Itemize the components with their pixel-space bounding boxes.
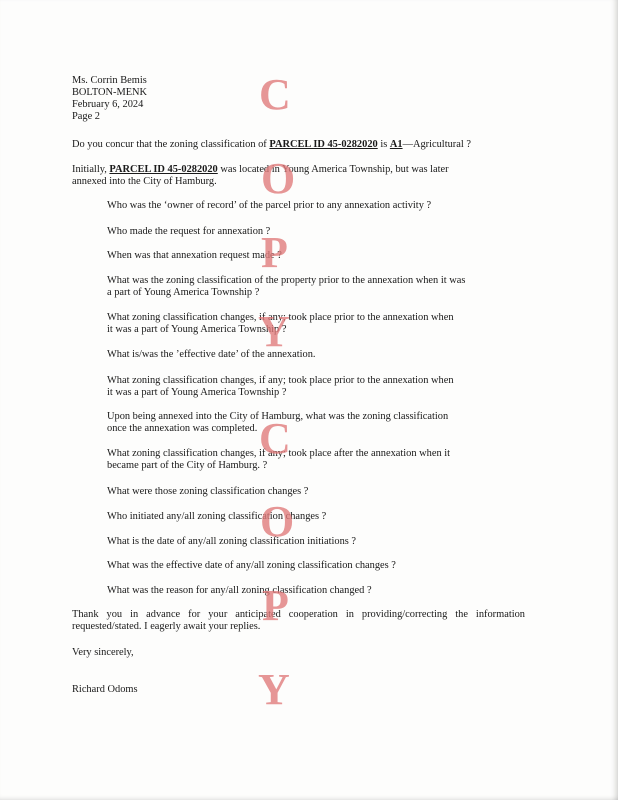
question-item-cont: it was a part of Young America Township ? <box>107 387 287 398</box>
intro-paragraph-text: was located in Young America Township, but was later <box>217 164 449 175</box>
letter-date: February 6, 2024 <box>72 99 144 110</box>
question-item-cont: became part of the City of Hamburg. ? <box>107 460 268 471</box>
recipient-name: Ms. Corrin Bemis <box>72 75 147 86</box>
question-item-cont: a part of Young America Township ? <box>107 287 260 298</box>
page-number: Page 2 <box>72 111 100 122</box>
watermark-letter: C <box>259 414 291 463</box>
question-item: Who made the request for annexation ? <box>107 226 271 237</box>
question-item: What was the reason for any/all zoning classification changed ? <box>107 585 372 596</box>
intro-question <box>72 139 471 151</box>
question-item: What was the effective date of any/all zoning classification changes ? <box>107 560 396 571</box>
intro-paragraph-line1 <box>72 164 449 176</box>
question-item: What is/was the ’effective date’ of the annexation. <box>107 349 316 360</box>
question-item-cont: it was a part of Young America Township ? <box>107 324 287 335</box>
intro-question-text: —Agricultural ? <box>402 139 471 150</box>
watermark-letter: O <box>261 154 296 203</box>
question-item-cont: once the annexation was completed. <box>107 423 258 434</box>
question-item: Who was the ‘owner of record’ of the parcel prior to any annexation activity ? <box>107 200 432 211</box>
watermark-letter: P <box>261 228 288 277</box>
question-item: What zoning classification changes, if any; took place prior to the annexation when <box>107 375 454 386</box>
parcel-id: PARCEL ID 45-0282020 <box>269 139 378 150</box>
question-item: What is the date of any/all zoning classification initiations ? <box>107 536 357 547</box>
salutation: Very sincerely, <box>72 647 134 658</box>
question-item: What was the zoning classification of the property prior to the annexation when it was <box>107 275 466 286</box>
question-item: Who initiated any/all zoning classification changes ? <box>107 511 327 522</box>
intro-question-text: is <box>377 139 390 150</box>
question-item: When was that annexation request made ? <box>107 250 282 261</box>
watermark-letter: P <box>262 581 289 630</box>
recipient-company: BOLTON-MENK <box>72 87 148 98</box>
question-item: Upon being annexed into the City of Hamburg, what was the zoning classification <box>107 411 449 422</box>
watermark-letter: Y <box>258 665 290 714</box>
question-item: What were those zoning classification changes ? <box>107 486 309 497</box>
intro-paragraph-line2: annexed into the City of Hamburg. <box>72 176 217 187</box>
watermark-letter: Y <box>258 307 290 356</box>
intro-question-text: Do you concur that the zoning classification of <box>72 139 270 150</box>
watermark-letter: O <box>260 497 295 546</box>
intro-paragraph-text: Initially, <box>72 164 110 175</box>
question-item: What zoning classification changes, if any; took place prior to the annexation when <box>107 312 454 323</box>
question-item: What zoning classification changes, if any; took place after the annexation when it <box>107 448 451 459</box>
watermark-letter: C <box>259 70 291 119</box>
signature: Richard Odoms <box>72 684 138 695</box>
closing-paragraph: Thank you in advance for your anticipated cooperation in providing/correcting the information requested/stated. I eagerly await your replies. <box>72 609 525 633</box>
parcel-id: PARCEL ID 45-0282020 <box>109 164 218 175</box>
zoning-class: A1 <box>389 139 403 150</box>
